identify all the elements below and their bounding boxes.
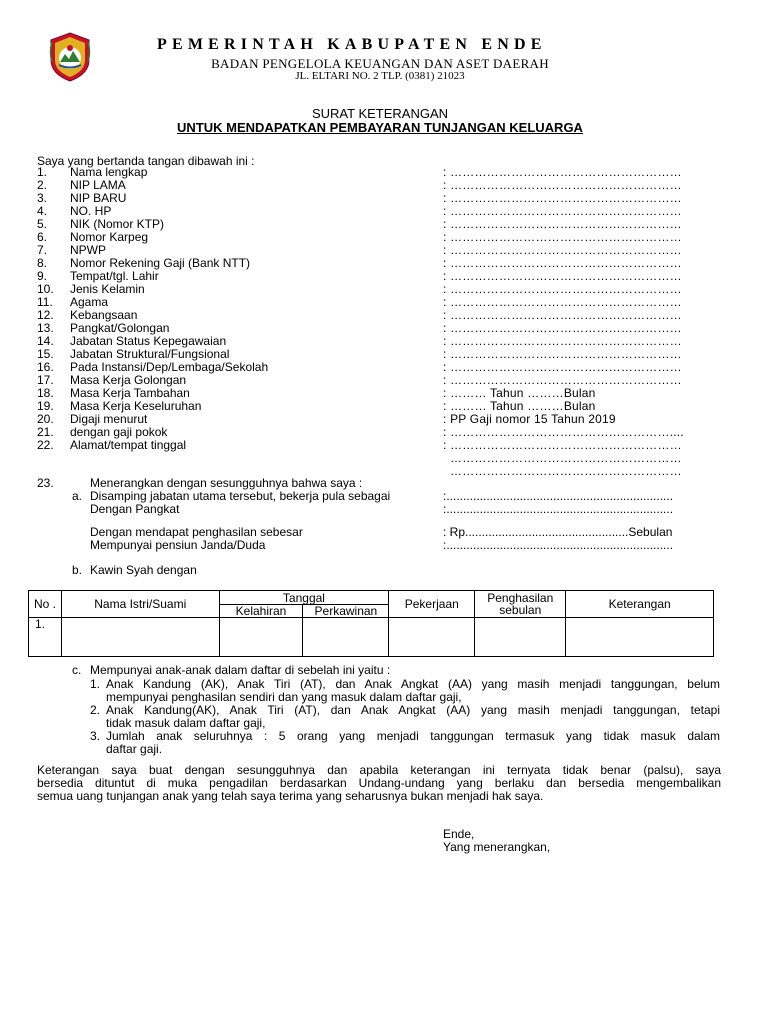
header-keterangan: Keterangan [566,591,714,618]
header-tanggal: Tanggal [219,591,389,605]
child-item-text: Anak Kandung (AK), Anak Tiri (AT), dan Anak Angkat (AA) yang masih menjadi tanggungan, belum [106,677,720,691]
income-value[interactable]: : Rp.................................................Sebulan [443,525,673,539]
field-label: NIP LAMA [70,178,126,192]
pangkat-label: Dengan Pangkat [90,502,180,516]
field-value[interactable]: : ………………………………………………… [443,321,682,335]
address-line[interactable]: ………………………………………………… [450,451,682,465]
child-item-text: Anak Kandung(AK), Anak Tiri (AT), dan Anak Angkat (AA) yang masih menjadi tanggungan, tetapi [106,703,720,717]
field-value[interactable]: : ………………………………………………… [443,269,682,283]
field-label: NO. HP [70,204,112,218]
signature-role: Yang menerangkan, [443,840,551,854]
header-perkawinan: Perkawinan [303,605,389,618]
field-number: 6. [37,230,48,244]
closing-line: semua uang tunjangan anak yang telah saya terima yang seharusnya bukan menjadi hak saya. [37,789,544,803]
field-number: 7. [37,243,48,257]
row-no: 1. [29,618,62,657]
table-header-row [29,591,714,605]
field-label: Masa Kerja Golongan [70,373,187,387]
field-label: dengan gaji pokok [70,425,168,439]
field-label: Jabatan Struktural/Fungsional [70,347,230,361]
field-label: NPWP [70,243,106,257]
field-label: Pangkat/Golongan [70,321,170,335]
field-value[interactable]: : ………………………………………………… [443,373,682,387]
field-label: Masa Kerja Tambahan [70,386,190,400]
child-item-number: 2. [90,703,101,717]
field-label: Masa Kerja Keseluruhan [70,399,202,413]
pension-value[interactable]: :.................................................................... [443,538,674,552]
document-title: SURAT KETERANGAN [311,106,449,121]
org-name: PEMERINTAH KABUPATEN ENDE [157,36,547,53]
item-c-intro: Mempunyai anak-anak dalam daftar di sebelah ini yaitu : [90,663,391,677]
field-label: Agama [70,295,109,309]
field-value[interactable]: : ………………………………………………… [443,178,682,192]
field-value[interactable]: : ………………………………………………… [443,438,682,452]
header-kelahiran: Kelahiran [219,605,303,618]
field-value[interactable]: : ………………………………………………… [443,347,682,361]
pension-label: Mempunyai pensiun Janda/Duda [90,538,266,552]
field-label: Digaji menurut [70,412,148,426]
field-label: Nama lengkap [70,165,148,179]
field-number: 4. [37,204,48,218]
signature-place: Ende, [443,827,475,841]
pangkat-value[interactable]: :.................................................................... [443,502,674,516]
field-value[interactable]: : ………………………………………………… [443,243,682,257]
field-number: 21. [37,425,54,439]
field-value[interactable]: : ………………………………………………… [443,230,682,244]
field-value[interactable]: : ………………………………………………… [443,256,682,270]
item-a-value[interactable]: :.................................................................... [443,489,674,503]
field-number: 12. [37,308,54,322]
header-name: Nama Istri/Suami [61,591,219,618]
header-penghasilan: Penghasilan sebulan [475,591,566,618]
field-number: 14. [37,334,54,348]
field-value[interactable]: : ……… Tahun ………Bulan [443,386,596,400]
item-23-text: Menerangkan dengan sesungguhnya bahwa saya : [90,476,363,490]
document-subtitle: UNTUK MENDAPATKAN PEMBAYARAN TUNJANGAN KELUARGA [177,120,583,135]
item-b-label: b. [72,563,83,577]
field-number: 2. [37,178,48,192]
field-value[interactable]: : ………………………………………………… [443,334,682,348]
field-label: Jenis Kelamin [70,282,145,296]
field-number: 19. [37,399,54,413]
field-value[interactable]: : ………………………………………………… [443,191,682,205]
header-no: No . [29,591,62,618]
field-value[interactable]: : ………………………………………………… [443,204,682,218]
field-label: Alamat/tempat tinggal [70,438,187,452]
table-row [29,618,714,657]
cell-keterangan[interactable] [566,618,714,657]
field-number: 11. [37,295,53,309]
closing-line: bersedia dituntut di muka pengadilan berdasarkan Undang-undang yang berlaku dan bersedia mengembalikan [37,776,721,790]
field-number: 8. [37,256,48,270]
item-b-text: Kawin Syah dengan [90,563,197,577]
item-a-text: Disamping jabatan utama tersebut, bekerja pula sebagai [90,489,391,503]
child-item-text: tidak masuk dalam daftar gaji, [106,716,266,730]
field-label: Tempat/tgl. Lahir [70,269,159,283]
field-label: Nomor Karpeg [70,230,149,244]
field-number: 16. [37,360,54,374]
cell-penghasilan[interactable] [475,618,566,657]
cell-name[interactable] [61,618,219,657]
item-c-label: c. [72,663,82,677]
field-label: NIP BARU [70,191,127,205]
field-value[interactable]: : ………………………………………………… [443,217,682,231]
field-value[interactable]: : ……………………………………………….... [443,425,684,439]
field-value[interactable]: : ………………………………………………… [443,282,682,296]
field-value[interactable]: : ……… Tahun ………Bulan [443,399,596,413]
child-item-number: 3. [90,729,101,743]
field-number: 22. [37,438,54,452]
org-address: JL. ELTARI NO. 2 TLP. (0381) 21023 [295,70,465,82]
intro-text: Saya yang bertanda tangan dibawah ini : [37,154,255,168]
closing-line: Keterangan saya buat dengan sesungguhnya dan apabila keterangan ini ternyata tidak benar (palsu), saya [37,763,721,777]
field-label: Nomor Rekening Gaji (Bank NTT) [70,256,251,270]
field-number: 3. [37,191,48,205]
spouse-table [28,590,714,657]
cell-pekerjaan[interactable] [389,618,475,657]
child-item-number: 1. [90,677,101,691]
cell-perkawinan[interactable] [303,618,389,657]
field-number: 20. [37,412,54,426]
field-value[interactable]: : ………………………………………………… [443,308,682,322]
field-label: Kebangsaan [70,308,138,322]
field-value[interactable]: : PP Gaji nomor 15 Tahun 2019 [443,412,616,426]
field-number: 9. [37,269,48,283]
field-value[interactable]: : ………………………………………………… [443,360,682,374]
field-number: 15. [37,347,54,361]
field-label: NIK (Nomor KTP) [70,217,165,231]
child-item-text: mempunyai penghasilan sendiri dan yang masuk dalam daftar gaji, [106,690,462,704]
field-label: Jabatan Status Kepegawaian [70,334,227,348]
child-item-text: daftar gaji. [106,742,163,756]
org-agency: BADAN PENGELOLA KEUANGAN DAN ASET DAERAH [211,56,549,71]
item-a-label: a. [72,489,83,503]
field-number: 18. [37,386,54,400]
field-number: 13. [37,321,54,335]
child-item-text: Jumlah anak seluruhnya : 5 orang yang menjadi tanggungan termasuk yang tidak masuk dalam [106,729,720,743]
field-number: 17. [37,373,54,387]
field-number: 1. [37,165,48,179]
field-value[interactable]: : ………………………………………………… [443,295,682,309]
address-line[interactable]: ………………………………………………… [450,464,682,478]
field-number: 5. [37,217,48,231]
field-value[interactable]: : ………………………………………………… [443,165,682,179]
header-pekerjaan: Pekerjaan [389,591,475,618]
cell-kelahiran[interactable] [219,618,303,657]
item-23-number: 23. [37,476,54,490]
income-label: Dengan mendapat penghasilan sebesar [90,525,303,539]
field-label: Pada Instansi/Dep/Lembaga/Sekolah [70,360,269,374]
field-number: 10. [37,282,54,296]
